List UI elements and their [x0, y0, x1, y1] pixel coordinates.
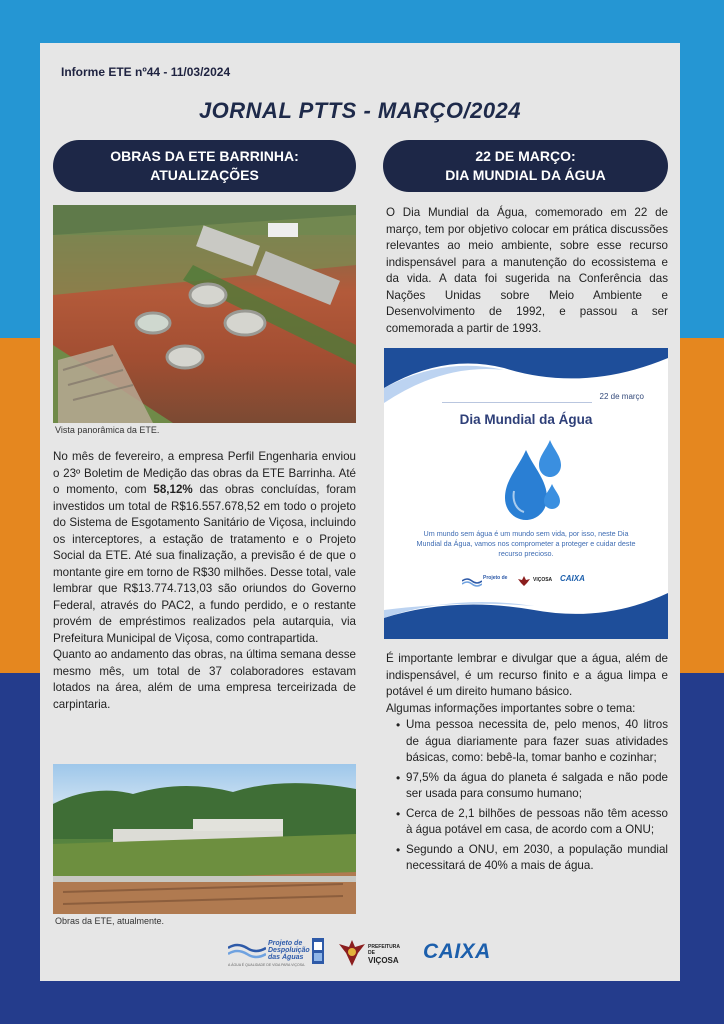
saae-emblem-icon: [312, 938, 324, 964]
obras-paragraph-1-a: No mês de fevereiro, a empresa Perfil Engenharia enviou o 23º Boletim de Medição das obras da ETE Barrinha. Até o momento, com: [53, 450, 356, 496]
section-heading-agua-line1: 22 DE MARÇO:: [475, 148, 576, 164]
agua-facts-text: [386, 651, 668, 878]
logo-projeto-slogan: A ÁGUA É QUALIDADE DE VIDA PARA VIÇOSA.: [228, 963, 306, 967]
logo-projeto-despoluicao: [228, 938, 322, 968]
section-heading-obras-line1: OBRAS DA ETE BARRINHA:: [110, 148, 299, 164]
obras-paragraph-1: [53, 449, 356, 647]
section-heading-obras: [53, 140, 356, 192]
page-title: JORNAL PTTS - MARÇO/2024: [198, 98, 522, 123]
obras-paragraph-2: Quanto ao andamento das obras, na última semana desse mesmo mês, um total de 37 colaboradores estavam lotados na área, além de uma empresa terceirizada de carpintaria.: [53, 648, 356, 711]
logo-caixa: CAIXA: [423, 940, 491, 963]
newsletter-page: [40, 43, 680, 981]
poster-logo-vicosa-text: VIÇOSA: [533, 577, 553, 583]
poster-logo-caixa: CAIXA: [560, 574, 585, 583]
logo-prefeitura-vicosa: [338, 938, 398, 968]
list-item: • Uma pessoa necessita de, pelo menos, 40 litros de água diariamente para fazer suas atividades básicas, como: bebê-la, tomar banho e cozinhar;: [386, 717, 668, 767]
logo-prefeitura-text: [368, 944, 400, 965]
logo-prefeitura-line2: VIÇOSA: [368, 956, 399, 965]
obras-article-text: [53, 449, 356, 713]
list-item: • Segundo a ONU, em 2030, a população mundial necessitará de 40% a mais de água.: [386, 842, 668, 875]
eagle-crest-icon: [338, 938, 366, 968]
photo-aerial-ete: [53, 205, 356, 423]
poster-logos: [462, 573, 592, 589]
photo-current-caption: Obras da ETE, atualmente.: [55, 916, 165, 926]
photo-current-works: [53, 764, 356, 914]
poster-message: Um mundo sem água é um mundo sem vida, por isso, neste Dia Mundial da Água, vamos nos comprometer a proteger e cuidar deste recurso precioso.: [416, 529, 636, 558]
issue-label: Informe ETE nº44 - 11/03/2024: [61, 65, 231, 79]
poster-divider: [442, 402, 592, 403]
agua-paragraph-2: É importante lembrar e divulgar que a água, além de indispensável, é um recurso finito e a água limpa e potável é um direito humano básico.: [386, 652, 668, 698]
logo-prefeitura-line1: PREFEITURA DE: [368, 944, 400, 956]
logo-projeto-line2: Despoluição: [268, 947, 310, 954]
poster-eagle-icon: [518, 575, 530, 587]
logo-projeto-text: [268, 940, 310, 961]
poster-title: Dia Mundial da Água: [459, 412, 593, 427]
poster-date: 22 de março: [599, 392, 644, 401]
logo-projeto-line3: das Águas: [268, 954, 304, 961]
dia-mundial-agua-poster: [384, 348, 668, 639]
list-item: • Cerca de 2,1 bilhões de pessoas não têm acesso à água potável em casa, de acordo com a ONU;: [386, 806, 668, 839]
section-heading-agua: [383, 140, 668, 192]
logo-projeto-line1: Projeto de: [268, 940, 303, 947]
agua-intro-text: O Dia Mundial da Água, comemorado em 22 de março, tem por objetivo colocar em prática discussões relevantes ao meio ambiente, sobre esse recurso indispensável para a manutenção do ecossistema e da vida. A data foi sugerida na Conferência das Nações Unidas sobre Meio Ambiente e Desenvolvimento de 1992, e passou a ser comemorada a partir de 1993.: [386, 206, 668, 335]
water-waves-icon: [228, 940, 266, 962]
list-item: • 97,5% da água do planeta é salgada e não pode ser usada para consumo humano;: [386, 770, 668, 803]
poster-logo-project-text: Projeto de: [483, 575, 508, 581]
agua-paragraph-3: Algumas informações importantes sobre o tema:: [386, 701, 636, 715]
obras-paragraph-1-b: das obras concluídas, foram investidos um total de R$16.557.678,52 em todo o projeto do Sistema de Esgotamento Sanitário de Viçosa, incluindo os interceptores, a estação de tratamento e o Projeto Social da ETE. Até sua finalização, a previsão é de que o montante gire em torno de R$30 milhões. Desse total, vale lembrar que R$13.774.713,03 são oriundos do Governo Federal, através do PAC2, a fundo perdido, e o restante provém de empréstimos realizados pela autarquia, via Prefeitura Municipal de Viçosa, como contrapartida.: [53, 483, 356, 645]
agua-facts-list: [386, 717, 668, 875]
section-heading-obras-line2: ATUALIZAÇÕES: [150, 167, 259, 183]
obras-percentage: 58,12%: [153, 483, 193, 496]
photo-aerial-caption: Vista panorâmica da ETE.: [55, 425, 160, 435]
section-heading-agua-line2: DIA MUNDIAL DA ÁGUA: [445, 167, 606, 183]
footer-logos: [40, 938, 680, 974]
poster-water-project-icon: [462, 575, 482, 587]
